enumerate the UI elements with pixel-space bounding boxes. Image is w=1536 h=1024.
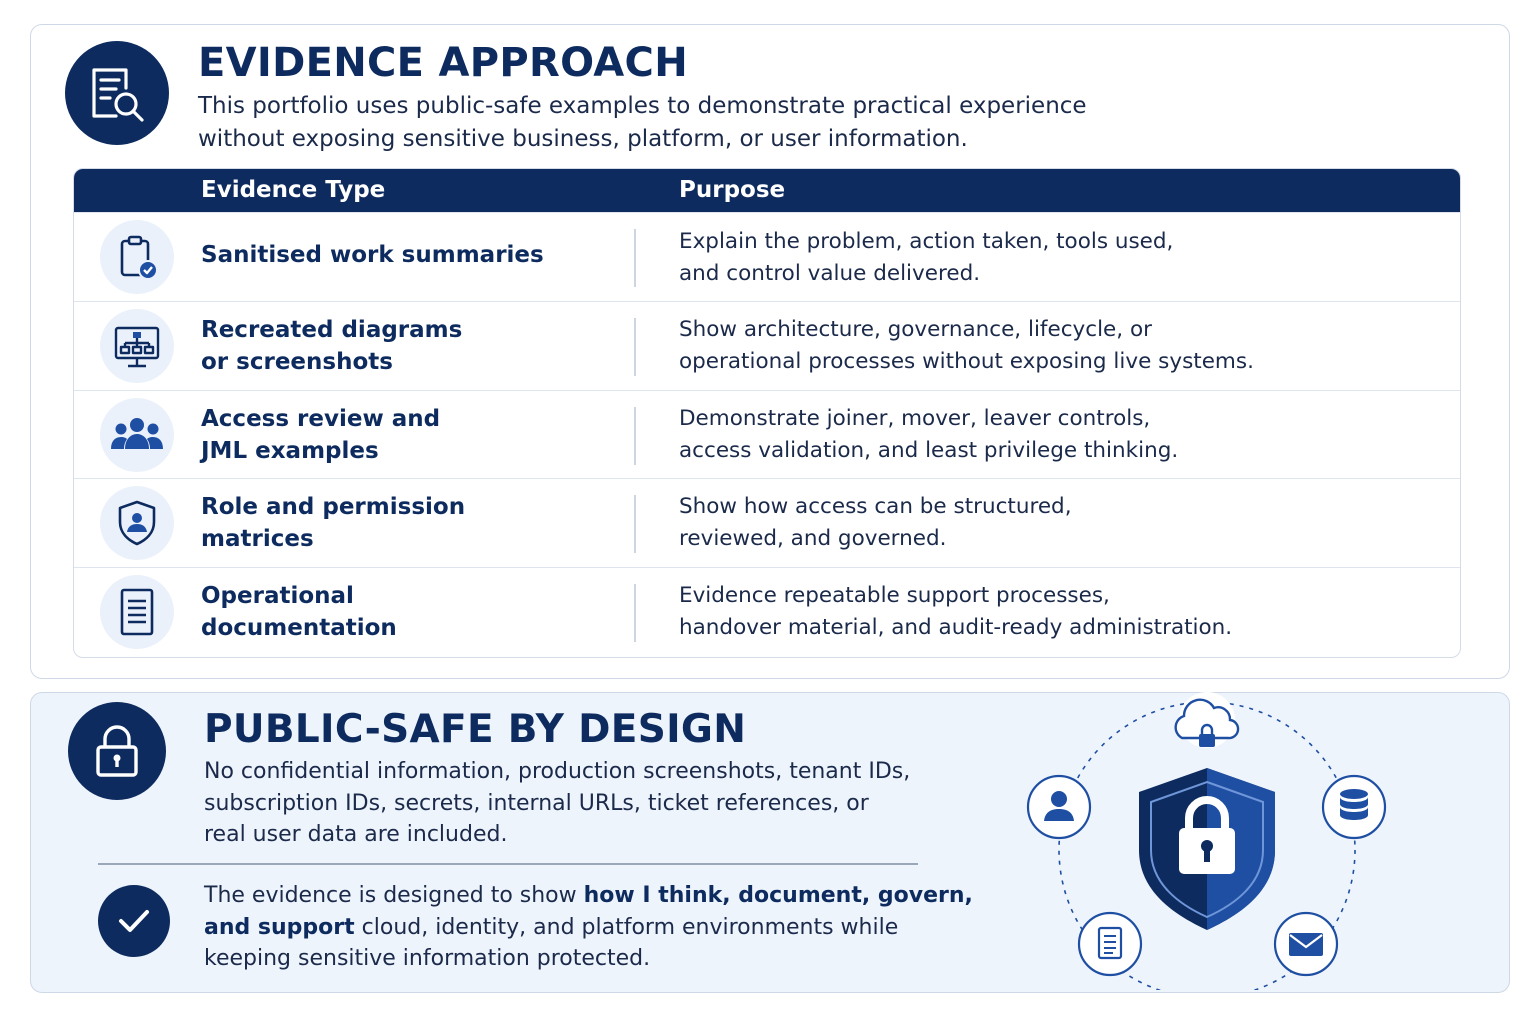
padlock-icon (68, 702, 166, 800)
section-divider (98, 863, 918, 865)
public-safe-description: No confidential information, production screenshots, tenant IDs, subscription IDs, secrets, internal URLs, ticket references, or real user data are included. (204, 759, 911, 847)
document-icon (1079, 913, 1141, 975)
security-illustration (1010, 690, 1410, 990)
header-purpose: Purpose (679, 177, 786, 203)
table-row (74, 390, 1460, 479)
row-purpose: Demonstrate joiner, mover, leaver controls, access validation, and least privilege thinking. (679, 405, 1179, 463)
users-group-icon (100, 398, 174, 472)
row-purpose: Show how access can be structured, reviewed, and governed. (679, 494, 1072, 552)
public-safe-title: PUBLIC-SAFE BY DESIGN (204, 707, 747, 752)
table-row (74, 478, 1460, 567)
row-purpose: Show architecture, governance, lifecycle, or operational processes without exposing live systems. (679, 316, 1254, 374)
shield-user-icon (100, 486, 174, 560)
checkmark-icon (98, 885, 170, 957)
row-type: Role and permission matrices (201, 494, 466, 553)
document-icon (100, 575, 174, 649)
row-divider (634, 584, 636, 642)
user-icon (1028, 776, 1090, 838)
row-divider (634, 407, 636, 465)
table-header (74, 169, 1460, 212)
row-purpose: Evidence repeatable support processes, handover material, and audit-ready administration. (679, 583, 1233, 641)
public-safe-statement: The evidence is designed to show how I think, document, govern, and support cloud, identity, and platform environments while keeping sensitive information protected. (204, 883, 973, 971)
monitor-diagram-icon (100, 309, 174, 383)
row-divider (634, 318, 636, 376)
table-row (74, 301, 1460, 390)
row-type: Recreated diagrams or screenshots (201, 316, 463, 375)
shield-lock-icon (1139, 768, 1275, 930)
row-type: Access review and JML examples (201, 405, 441, 464)
mail-icon (1275, 913, 1337, 975)
document-search-icon (65, 41, 169, 145)
clipboard-check-icon (100, 220, 174, 294)
database-icon (1323, 776, 1385, 838)
cloud-lock-icon (1176, 692, 1238, 748)
row-divider (634, 495, 636, 553)
evidence-table (73, 168, 1461, 658)
row-divider (634, 229, 636, 287)
row-type: Operational documentation (201, 583, 397, 642)
table-row (74, 212, 1460, 301)
row-purpose: Explain the problem, action taken, tools used, and control value delivered. (679, 229, 1174, 286)
table-row (74, 567, 1460, 656)
row-type: Sanitised work summaries (201, 242, 544, 268)
evidence-title: EVIDENCE APPROACH (198, 40, 688, 86)
header-evidence-type: Evidence Type (201, 177, 386, 203)
evidence-intro: This portfolio uses public-safe examples to demonstrate practical experience without exposing sensitive business, platform, or user information. (198, 93, 1087, 152)
